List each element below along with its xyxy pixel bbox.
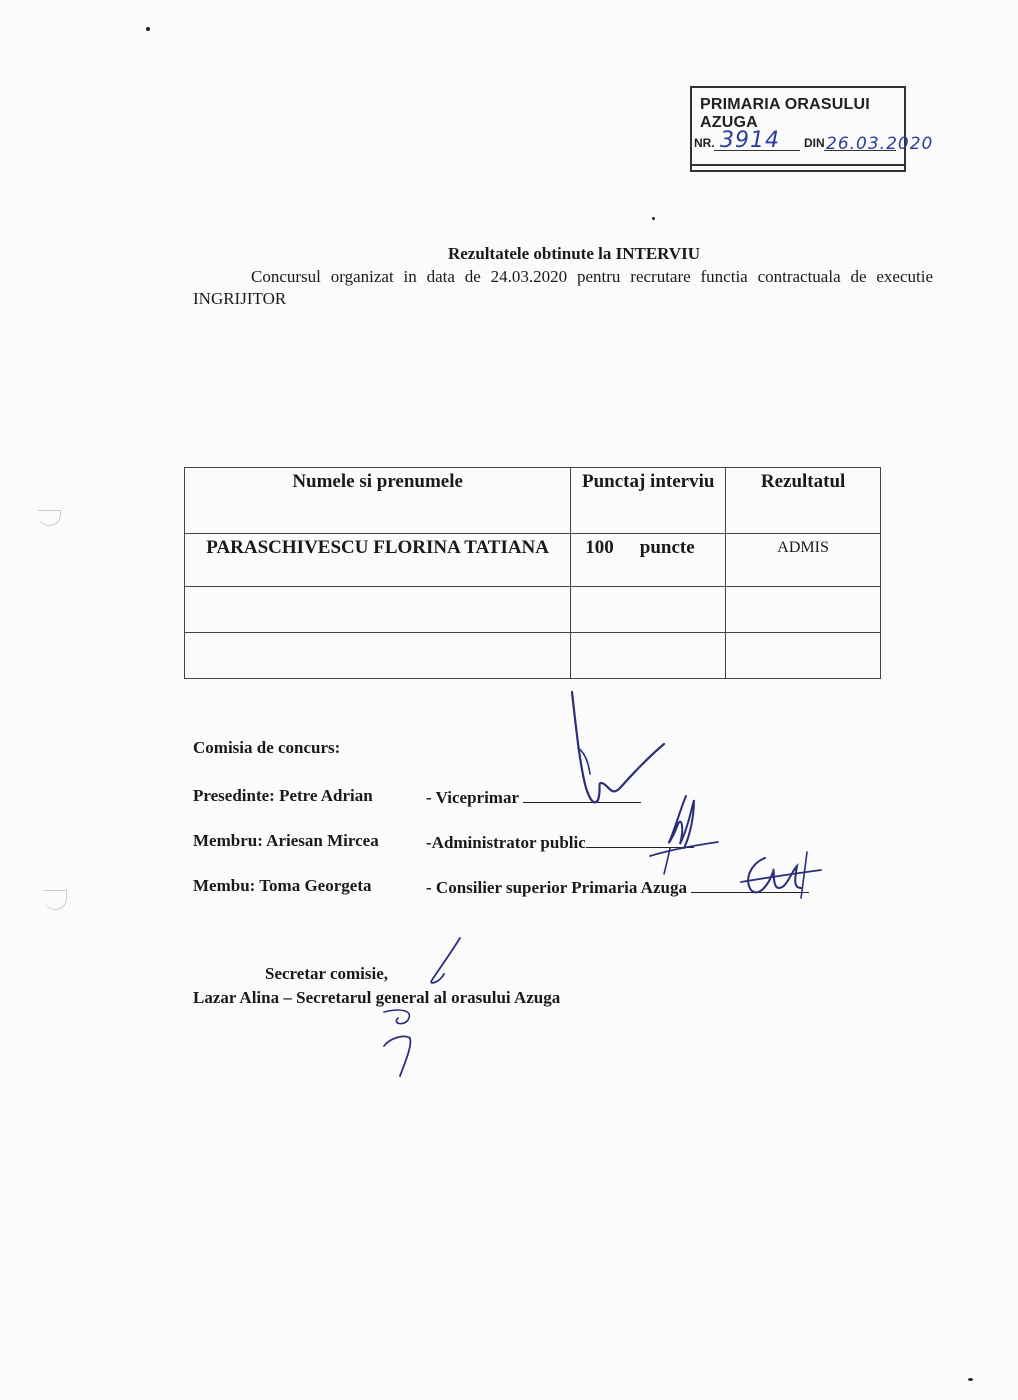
member-role-text: - Viceprimar: [426, 788, 519, 807]
candidate-result: ADMIS: [726, 534, 881, 587]
header-name: Numele si prenumele: [185, 468, 571, 534]
commission-member-president: [193, 786, 519, 807]
empty-cell: [571, 587, 726, 633]
empty-cell: [571, 633, 726, 679]
stamp-din-label: DIN: [804, 136, 825, 150]
signature-secretary: [370, 934, 470, 1084]
document-intro: Concursul organizat in data de 24.03.2020 pentru recrutare functia contractuala de executie INGRIJITOR: [193, 267, 933, 308]
signature-member-2: [735, 848, 825, 908]
stamp-din-value: 26.03.2020: [826, 134, 934, 154]
secretary-label: Secretar comisie,: [265, 964, 389, 983]
commission-heading: Comisia de concurs:: [193, 738, 341, 757]
table-header-row: [185, 468, 881, 534]
commission-member-1: [193, 831, 586, 852]
table-row-empty: [185, 633, 881, 679]
score-value: 100: [585, 537, 614, 558]
candidate-name: PARASCHIVESCU FLORINA TATIANA: [185, 534, 571, 587]
registration-stamp: [690, 86, 934, 172]
member-name: Membu: Toma Georgeta: [193, 876, 372, 895]
member-name: Membru: Ariesan Mircea: [193, 831, 379, 850]
punch-hole-mark: [44, 890, 67, 910]
punch-hole-mark: [38, 510, 61, 526]
empty-cell: [726, 587, 881, 633]
stamp-bottom-line: [692, 164, 904, 166]
candidate-score: [571, 534, 726, 587]
signature-member-1: [640, 786, 730, 876]
commission-member-2: [193, 876, 687, 897]
table-row: [185, 534, 881, 587]
empty-cell: [185, 633, 571, 679]
table-row-empty: [185, 587, 881, 633]
header-score: Punctaj interviu: [571, 468, 726, 534]
member-name: Presedinte: Petre Adrian: [193, 786, 373, 805]
stamp-nr-label: NR.: [694, 136, 715, 150]
score-unit: puncte: [639, 537, 695, 558]
results-table: [184, 467, 881, 679]
scan-speck: [968, 1378, 973, 1381]
scan-speck: [652, 217, 655, 220]
empty-cell: [726, 633, 881, 679]
stamp-title: PRIMARIA ORASULUI AZUGA: [700, 96, 870, 131]
scan-speck: [146, 27, 150, 31]
member-role-text: - Consilier superior Primaria Azuga: [426, 878, 687, 897]
header-result: Rezultatul: [726, 468, 881, 534]
empty-cell: [185, 587, 571, 633]
member-role-text: -Administrator public: [426, 833, 586, 852]
stamp-nr-value: 3914: [720, 128, 780, 153]
secretary-name: Lazar Alina – Secretarul general al orasului Azuga: [193, 988, 561, 1007]
document-title: Rezultatele obtinute la INTERVIU: [447, 244, 701, 263]
